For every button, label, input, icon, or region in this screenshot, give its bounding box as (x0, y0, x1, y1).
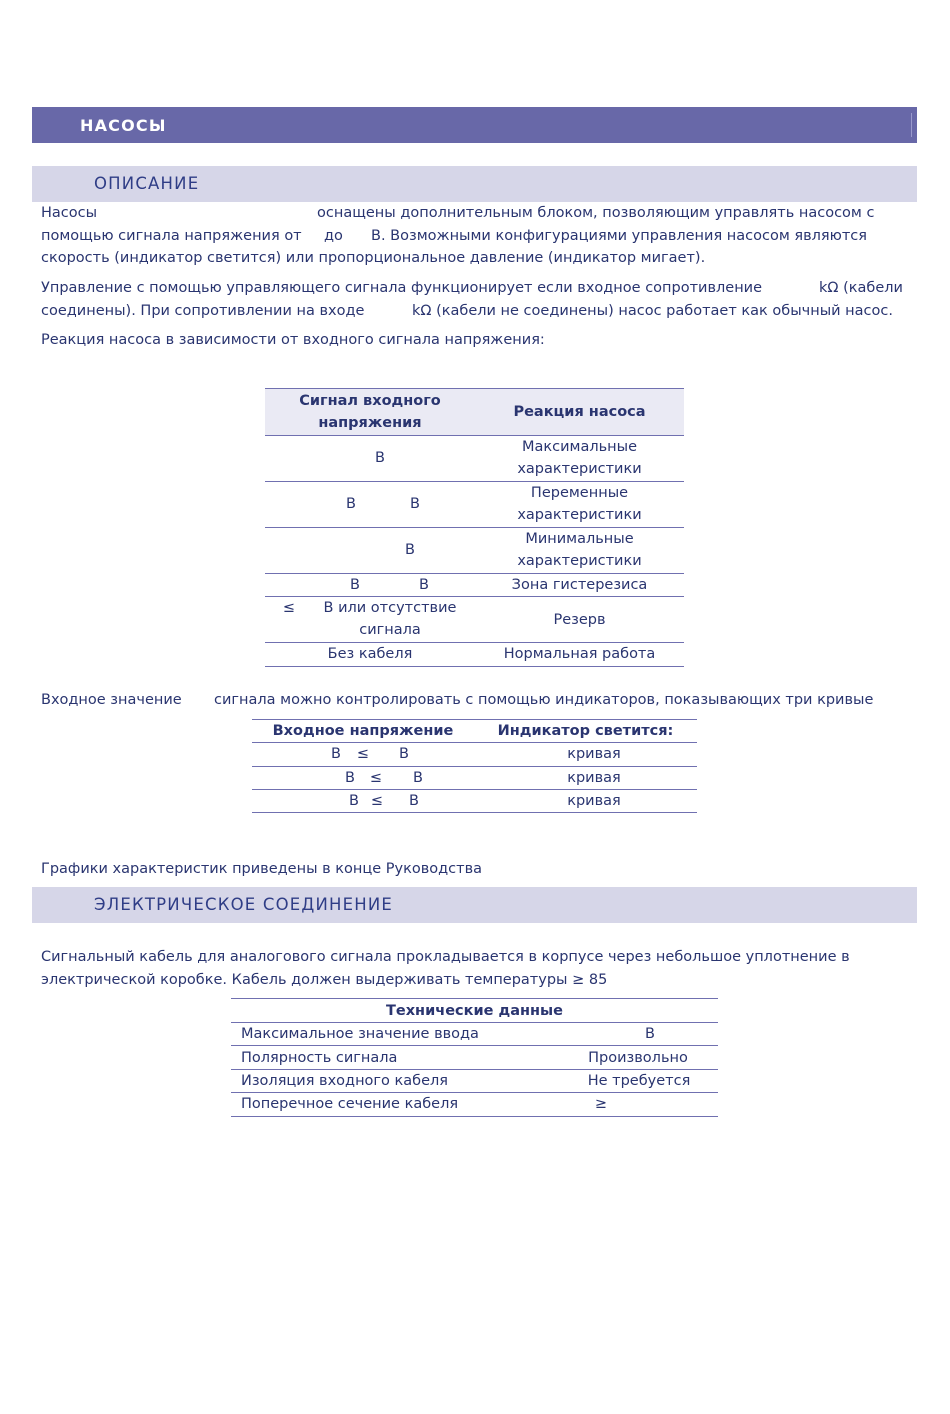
text-fragment: Управление с помощью управляющего сигнала функционирует если входное сопротивление (41, 280, 763, 296)
table-title: Технические данные (385, 1003, 563, 1019)
table-cell: В (399, 746, 409, 762)
table-cell: кривая (567, 770, 621, 786)
table-cell: ≤ (369, 770, 383, 786)
table-cell: В (410, 496, 420, 512)
table-rule (265, 666, 684, 667)
table-cell: ≤ (282, 600, 296, 616)
text-fragment: оснащены дополнительным блоком, позволяющим управлять насосом с (317, 205, 875, 221)
text-fragment: В. Возможными конфигурациями управления насосом являются (371, 227, 868, 244)
charts-note: Графики характеристик приведены в конце Руководства (41, 861, 483, 877)
table-cell: В (409, 793, 419, 809)
table-cell: Максимальное значение ввода (241, 1026, 479, 1042)
column-header: Индикатор светится: (497, 723, 674, 739)
table-cell: В (345, 770, 355, 786)
table-cell: В (375, 450, 385, 466)
table-rule (231, 1045, 718, 1046)
table-cell: кривая (567, 793, 621, 809)
text-fragment: Насосы (41, 205, 98, 221)
table-cell: Резерв (553, 612, 606, 628)
table-rule (231, 1116, 718, 1117)
table-cell: Зона гистерезиса (511, 577, 648, 593)
table-cell: В (419, 577, 429, 593)
table-cell: Нормальная работа (503, 646, 656, 662)
subsection-header-electrical (32, 887, 917, 923)
header-divider (911, 113, 912, 137)
text-fragment: до (324, 227, 343, 244)
table-cell: Изоляция входного кабеля (241, 1073, 449, 1089)
text-fragment: kΩ (кабели (819, 280, 903, 296)
table-cell: кривая (567, 746, 621, 762)
subsection-title: ОПИСАНИЕ (94, 174, 200, 193)
column-header: Реакция насоса (513, 404, 646, 420)
table-cell: Без кабеля (327, 646, 413, 662)
subsection-header-description (32, 166, 917, 202)
table-rule (252, 812, 697, 813)
table-cell: В (349, 793, 359, 809)
table-cell: Произвольно (588, 1050, 688, 1066)
text-fragment: соединены). При сопротивлении на входе (41, 302, 365, 319)
column-header: Сигнал входного напряжения (299, 393, 441, 431)
table-cell: Минимальные характеристики (517, 531, 642, 569)
table-cell: В (405, 542, 415, 558)
table-cell: Полярность сигнала (241, 1050, 398, 1066)
subsection-title: ЭЛЕКТРИЧЕСКОЕ СОЕДИНЕНИЕ (94, 895, 394, 914)
text-fragment: скорость (индикатор светится) или пропорциональное давление (индикатор мигает). (41, 250, 706, 267)
table-rule (231, 998, 718, 999)
text-fragment: kΩ (кабели не соединены) насос работает как обычный насос. (412, 302, 893, 319)
text-fragment: электрической коробке. Кабель должен выдерживать температуры ≥ 85 (41, 971, 608, 988)
text-fragment: помощью сигнала напряжения от (41, 227, 302, 244)
text-fragment: Входное значение (41, 692, 182, 708)
table-cell: ≤ (356, 746, 370, 762)
table-rule (265, 388, 684, 389)
section-header-pumps (32, 107, 917, 143)
table-cell: В (346, 496, 356, 512)
section-title: НАСОСЫ (80, 116, 167, 135)
table-cell: Не требуется (587, 1073, 691, 1089)
table-cell: Переменные характеристики (517, 485, 642, 523)
table-cell: В (413, 770, 423, 786)
paragraph-reaction-intro: Реакция насоса в зависимости от входного сигнала напряжения: (41, 332, 545, 348)
column-header: Входное напряжение (272, 723, 454, 739)
table-cell: В (350, 577, 360, 593)
table-cell: В (331, 746, 341, 762)
table-cell: В или отсутствие сигнала (323, 600, 457, 638)
table-cell: ≥ (594, 1096, 608, 1112)
table-cell: В (645, 1026, 655, 1042)
text-fragment: Сигнальный кабель для аналогового сигнала прокладывается в корпусе через небольшое уплотнение в (41, 949, 850, 965)
text-fragment: сигнала можно контролировать с помощью индикаторов, показывающих три кривые (214, 692, 874, 708)
table-cell: Поперечное сечение кабеля (241, 1096, 459, 1112)
table-cell: ≤ (370, 793, 384, 809)
table-cell: Максимальные характеристики (517, 439, 642, 477)
